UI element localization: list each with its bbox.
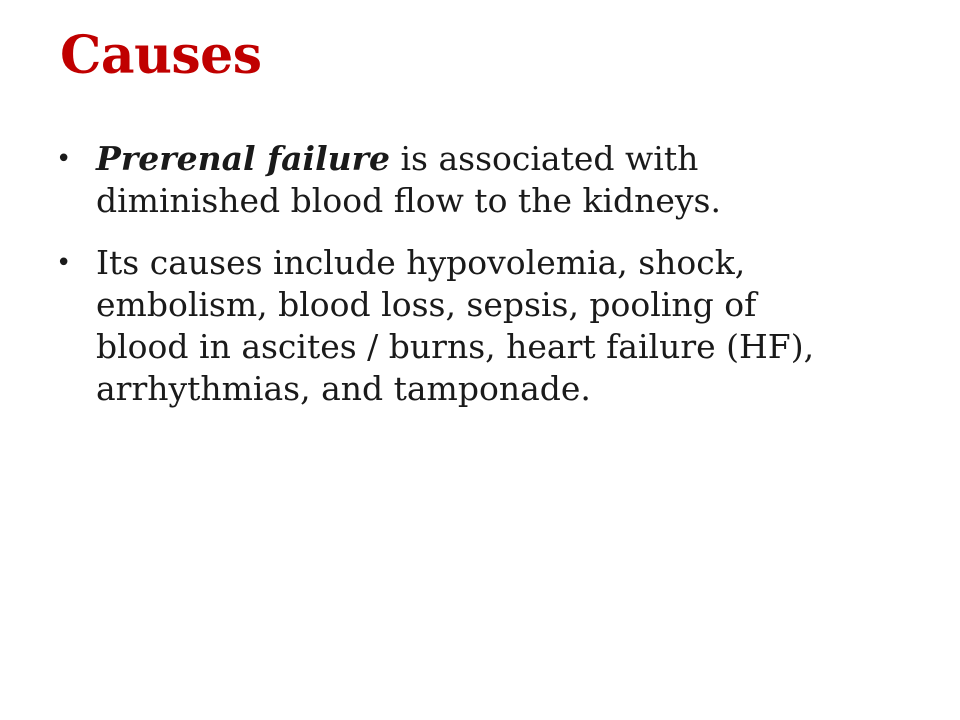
bullet-item-causes bbox=[56, 242, 856, 410]
bullet-icon: • bbox=[56, 144, 72, 174]
bullet-icon: • bbox=[56, 248, 72, 278]
bullet-text: is associated with diminished blood flow to the kidneys. bbox=[96, 139, 721, 220]
bullet-term: Prerenal failure bbox=[96, 139, 391, 178]
bullet-item-prerenal bbox=[56, 138, 856, 222]
bullet-list bbox=[56, 138, 856, 430]
bullet-text: Its causes include hypovolemia, shock, embolism, blood loss, sepsis, pooling of blood in ascites / burns, heart failure (HF), arrhythmias, and tamponade. bbox=[96, 243, 815, 408]
slide-title: Causes bbox=[60, 25, 262, 86]
